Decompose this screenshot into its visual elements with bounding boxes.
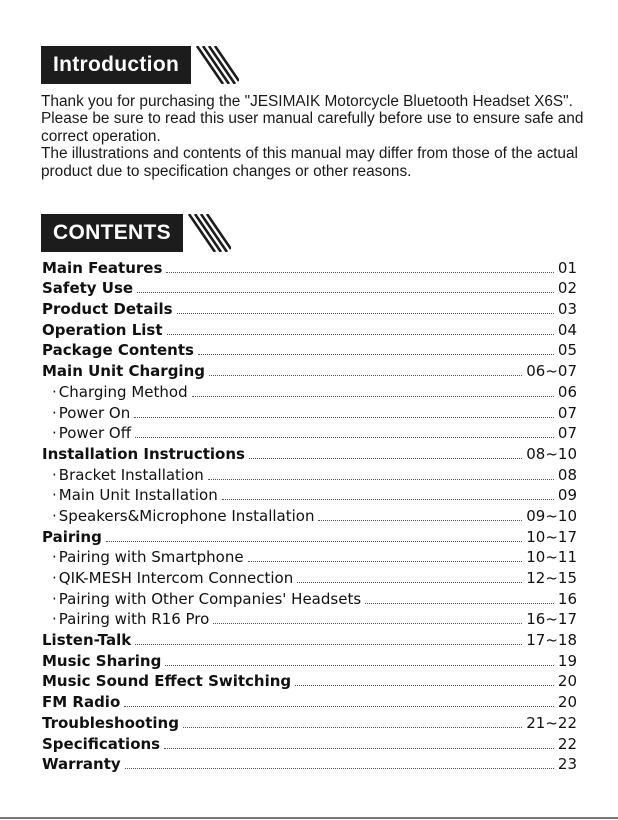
dot-leader bbox=[165, 665, 554, 666]
toc-entry[interactable] bbox=[42, 628, 577, 649]
toc-page: 23 bbox=[557, 755, 577, 774]
toc-page: 06 bbox=[557, 382, 577, 401]
dot-leader bbox=[125, 768, 554, 769]
toc-subentry[interactable] bbox=[42, 608, 577, 629]
toc-page: 12~15 bbox=[526, 569, 577, 587]
toc-title: Specifications bbox=[42, 734, 161, 753]
dot-leader bbox=[134, 417, 554, 418]
toc-title: Listen-Talk bbox=[42, 631, 132, 650]
toc-title: Safety Use bbox=[42, 279, 134, 298]
toc-page: 16~17 bbox=[526, 610, 577, 629]
dot-leader bbox=[167, 334, 554, 335]
toc-entry[interactable] bbox=[42, 277, 577, 298]
contents-heading-banner bbox=[41, 214, 231, 252]
toc-title: Package Contents bbox=[42, 341, 194, 360]
toc-entry[interactable] bbox=[42, 359, 577, 380]
diagonal-stripes-icon bbox=[195, 46, 239, 84]
toc-entry[interactable] bbox=[42, 753, 577, 774]
toc-title: · Main Unit Installation bbox=[42, 486, 218, 504]
toc-subentry[interactable] bbox=[42, 587, 577, 608]
toc-title: Installation Instructions bbox=[42, 444, 245, 463]
toc-entry[interactable] bbox=[42, 525, 577, 546]
toc-title: Music Sharing bbox=[42, 651, 162, 670]
toc-title: Main Unit Charging bbox=[42, 362, 205, 381]
toc-title: Warranty bbox=[42, 755, 121, 774]
dot-leader bbox=[124, 706, 554, 707]
toc-page: 20 bbox=[557, 672, 577, 691]
toc-page: 09 bbox=[557, 486, 577, 505]
toc-subentry[interactable] bbox=[42, 504, 577, 525]
dot-leader bbox=[222, 499, 554, 500]
toc-page: 09~10 bbox=[526, 506, 577, 525]
toc-title: · Pairing with Smartphone bbox=[42, 548, 244, 566]
toc-page: 22 bbox=[557, 734, 577, 753]
toc-subentry[interactable] bbox=[42, 484, 577, 505]
toc-page: 05 bbox=[557, 341, 577, 360]
diagonal-stripes-icon bbox=[187, 214, 231, 252]
table-of-contents bbox=[42, 256, 577, 773]
toc-entry[interactable] bbox=[42, 670, 577, 691]
toc-title: · Charging Method bbox=[42, 383, 188, 401]
toc-title: FM Radio bbox=[42, 693, 121, 712]
toc-page: 08~10 bbox=[526, 444, 577, 463]
toc-title: · Pairing with Other Companies' Headsets bbox=[42, 590, 361, 608]
dot-leader bbox=[135, 644, 522, 645]
toc-subentry[interactable] bbox=[42, 422, 577, 443]
intro-paragraph: The illustrations and contents of this manual may differ from those of the actual product due to specification changes or other reasons. bbox=[41, 145, 578, 180]
dot-leader bbox=[209, 375, 522, 376]
toc-page: 07 bbox=[557, 403, 577, 422]
contents-heading: CONTENTS bbox=[41, 214, 183, 252]
toc-entry[interactable] bbox=[42, 256, 577, 277]
toc-page: 21~22 bbox=[526, 713, 577, 732]
toc-page: 03 bbox=[557, 300, 577, 319]
dot-leader bbox=[135, 437, 554, 438]
toc-entry[interactable] bbox=[42, 339, 577, 360]
toc-subentry[interactable] bbox=[42, 463, 577, 484]
dot-leader bbox=[295, 685, 554, 686]
toc-title: Operation List bbox=[42, 320, 163, 339]
toc-page: 10~11 bbox=[526, 548, 577, 567]
dot-leader bbox=[208, 479, 554, 480]
toc-title: · Bracket Installation bbox=[42, 466, 204, 484]
dot-leader bbox=[137, 292, 554, 293]
toc-page: 10~17 bbox=[526, 527, 577, 546]
dot-leader bbox=[183, 727, 522, 728]
toc-subentry[interactable] bbox=[42, 380, 577, 401]
dot-leader bbox=[198, 354, 554, 355]
intro-paragraph: Thank you for purchasing the "JESIMAIK Motorcycle Bluetooth Headset X6S". bbox=[41, 93, 573, 110]
dot-leader bbox=[297, 582, 522, 583]
toc-page: 17~18 bbox=[526, 631, 577, 650]
toc-page: 08 bbox=[557, 465, 577, 484]
toc-title: · QIK-MESH Intercom Connection bbox=[42, 569, 293, 587]
dot-leader bbox=[106, 541, 522, 542]
toc-page: 06~07 bbox=[526, 362, 577, 381]
page-bottom-rule bbox=[0, 817, 618, 819]
dot-leader bbox=[318, 520, 522, 521]
toc-page: 19 bbox=[557, 651, 577, 670]
dot-leader bbox=[164, 748, 554, 749]
toc-entry[interactable] bbox=[42, 297, 577, 318]
toc-title: Troubleshooting bbox=[42, 713, 179, 732]
toc-subentry[interactable] bbox=[42, 566, 577, 587]
dot-leader bbox=[365, 603, 554, 604]
toc-entry[interactable] bbox=[42, 318, 577, 339]
toc-page: 01 bbox=[557, 258, 577, 277]
toc-entry[interactable] bbox=[42, 442, 577, 463]
dot-leader bbox=[166, 272, 554, 273]
toc-page: 20 bbox=[557, 693, 577, 712]
toc-title: Music Sound Effect Switching bbox=[42, 672, 292, 691]
intro-paragraph: Please be sure to read this user manual carefully before use to ensure safe and correct operation. bbox=[41, 110, 584, 145]
toc-title: Product Details bbox=[42, 300, 173, 319]
toc-title: Pairing bbox=[42, 527, 102, 546]
dot-leader bbox=[213, 623, 522, 624]
toc-title: · Power On bbox=[42, 404, 130, 422]
toc-title: Main Features bbox=[42, 258, 163, 277]
toc-entry[interactable] bbox=[42, 732, 577, 753]
toc-title: · Pairing with R16 Pro bbox=[42, 610, 209, 628]
introduction-heading-banner bbox=[41, 46, 239, 84]
toc-subentry[interactable] bbox=[42, 401, 577, 422]
toc-page: 07 bbox=[557, 424, 577, 443]
dot-leader bbox=[177, 313, 554, 314]
toc-page: 16 bbox=[557, 589, 577, 608]
dot-leader bbox=[249, 458, 522, 459]
toc-entry[interactable] bbox=[42, 711, 577, 732]
toc-page: 04 bbox=[557, 320, 577, 339]
toc-subentry[interactable] bbox=[42, 546, 577, 567]
introduction-text bbox=[41, 93, 586, 180]
toc-entry[interactable] bbox=[42, 690, 577, 711]
toc-title: · Speakers&Microphone Installation bbox=[42, 507, 314, 525]
introduction-heading: Introduction bbox=[41, 46, 191, 84]
toc-title: · Power Off bbox=[42, 424, 131, 442]
toc-page: 02 bbox=[557, 279, 577, 298]
dot-leader bbox=[192, 396, 554, 397]
toc-entry[interactable] bbox=[42, 649, 577, 670]
dot-leader bbox=[248, 561, 523, 562]
